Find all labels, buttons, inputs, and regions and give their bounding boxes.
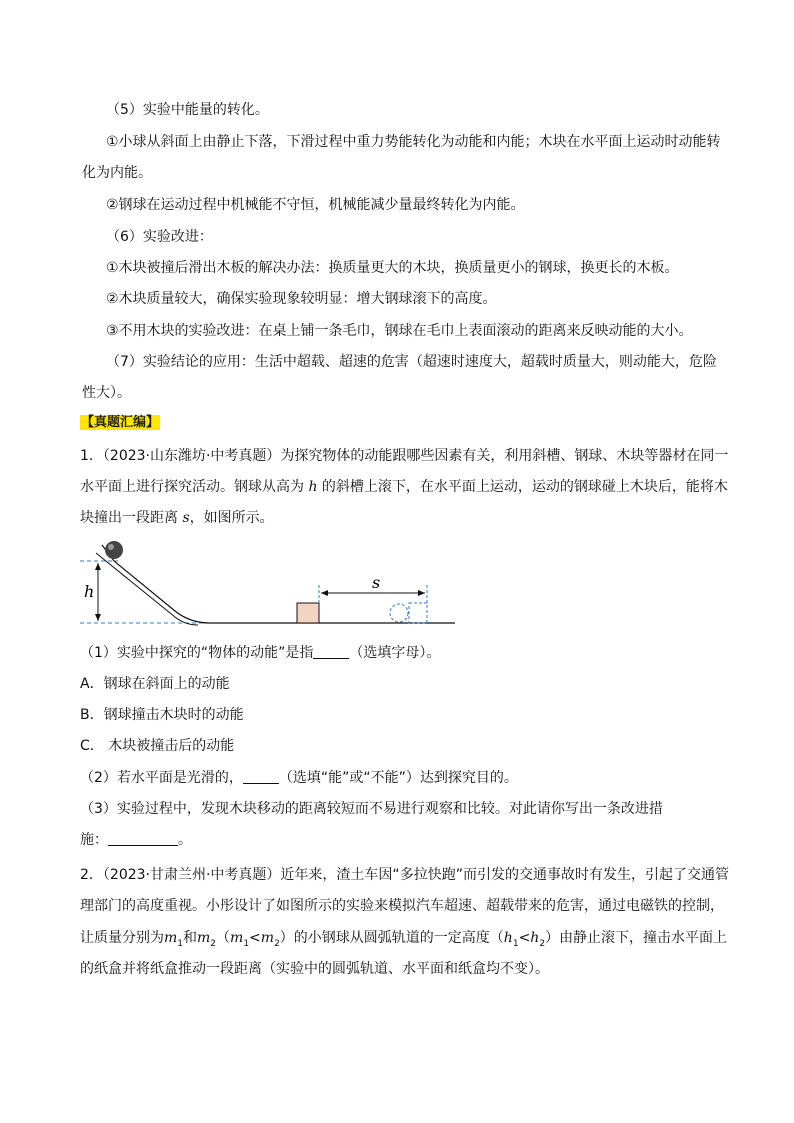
q2-and: 和 bbox=[183, 930, 198, 946]
answer-blank-1[interactable] bbox=[313, 644, 349, 659]
sub-1: 1 bbox=[512, 938, 519, 949]
q1-line2-b: 的斜槽上滚下，在水平面上运动，运动的钢球碰上木块后，能将木 bbox=[317, 479, 728, 495]
q1-option-b: B．钢球撞击木块时的动能 bbox=[80, 707, 244, 723]
q2-line2: 理部门的高度重视。小彤设计了如图所示的实验来模拟汽车超速、超载带来的危害，通过电磁铁的控制， bbox=[80, 898, 724, 914]
answer-blank-2[interactable] bbox=[243, 769, 279, 784]
var-m: m bbox=[197, 930, 211, 946]
moved-ball-ghost bbox=[390, 604, 408, 622]
q1-sub3-cont bbox=[80, 831, 192, 849]
s7-b: 性大）。 bbox=[82, 385, 131, 401]
q2-paren-open: （ bbox=[216, 930, 231, 946]
s6-p2: ②木块质量较大，确保实验现象较明显：增大钢球滚下的高度。 bbox=[106, 291, 497, 307]
q1-line3 bbox=[80, 509, 274, 527]
q1-sub1 bbox=[80, 644, 440, 662]
fig-s-label: s bbox=[372, 573, 381, 592]
q2-line3-b: 的小钢球从圆弧轨道的一定高度（ bbox=[293, 930, 504, 946]
q2-line3 bbox=[80, 929, 727, 953]
q1-option-a: A．钢球在斜面上的动能 bbox=[80, 676, 230, 692]
s6-p1: ①木块被撞后滑出木板的解决办法：换质量更大的木块，换质量更小的钢球，换更长的木板。 bbox=[106, 260, 679, 276]
s6-p3: ③不用木块的实验改进：在桌上铺一条毛巾，钢球在毛巾上表面滚动的距离来反映动能的大小。 bbox=[106, 323, 693, 339]
answer-blank-3[interactable] bbox=[108, 831, 178, 846]
q1-line3-b: ，如图所示。 bbox=[189, 510, 274, 526]
q2-line4: 的纸盒并将纸盒推动一段距离（实验中的圆弧轨道、水平面和纸盒均不变）。 bbox=[80, 961, 549, 977]
q1-sub3-c: 。 bbox=[178, 832, 192, 848]
s6-title: （6）实验改进： bbox=[106, 229, 213, 245]
s7-a: （7）实验结论的应用：生活中超载、超速的危害（超速时速度大，超载时质量大，则动能大，危险 bbox=[106, 354, 717, 370]
q1-line1: 1．（2023·山东潍坊·中考真题）为探究物体的动能跟哪些因素有关，利用斜槽、钢球、木块等器材在同一 bbox=[80, 448, 729, 464]
var-h: h bbox=[503, 930, 513, 946]
q1-sub2 bbox=[80, 769, 518, 787]
q1-sub3-b: 施： bbox=[80, 832, 108, 848]
var-m: m bbox=[230, 930, 244, 946]
var-s: s bbox=[182, 510, 190, 526]
q2-paren-close: ） bbox=[545, 930, 560, 946]
q2-lt: < bbox=[518, 930, 531, 946]
q1-sub1-a: （1）实验中探究的“物体的动能”是指 bbox=[80, 645, 314, 661]
section-header bbox=[80, 414, 160, 432]
q2-line1: 2．（2023·甘肃兰州·中考真题）近年来，渣土车因“多拉快跑”而引发的交通事故时有发生，引起了交通管 bbox=[80, 867, 729, 883]
s5-p2: ②钢球在运动过程中机械能不守恒，机械能减少量最终转化为内能。 bbox=[106, 197, 525, 213]
sub-1: 1 bbox=[243, 938, 250, 949]
sub-2: 2 bbox=[539, 938, 546, 949]
sub-2: 2 bbox=[274, 938, 280, 949]
s5-p1b: 化为内能。 bbox=[82, 165, 152, 181]
var-h: h bbox=[530, 930, 540, 946]
q1-sub2-b: （选填“能”或“不能”）达到探究目的。 bbox=[278, 770, 518, 786]
steel-ball bbox=[105, 541, 123, 559]
var-m: m bbox=[164, 930, 178, 946]
q2-line3-a: 让质量分别为 bbox=[80, 930, 164, 946]
q2-lt: < bbox=[249, 930, 261, 946]
s5-p1a: ①小球从斜面上由静止下落，下滑过程中重力势能转化为动能和内能；木块在水平面上运动时动能转 bbox=[106, 134, 721, 150]
q1-option-c: C． 木块被撞击后的动能 bbox=[80, 738, 235, 754]
q1-sub3: （3）实验过程中，发现木块移动的距离较短而不易进行观察和比较。对此请你写出一条改进措 bbox=[80, 801, 663, 817]
section-header-label: 【真题汇编】 bbox=[81, 415, 160, 430]
q1-line2 bbox=[80, 478, 728, 496]
q1-line3-a: 块撞出一段距离 bbox=[80, 510, 183, 526]
s5-title: （5）实验中能量的转化。 bbox=[106, 102, 269, 118]
sub-1: 1 bbox=[177, 938, 184, 949]
fig-h-label: h bbox=[84, 582, 95, 601]
incline-experiment-figure bbox=[80, 535, 460, 630]
var-h: h bbox=[308, 479, 318, 495]
sub-2: 2 bbox=[210, 938, 217, 949]
q1-sub2-a: （2）若水平面是光滑的， bbox=[80, 770, 243, 786]
var-m: m bbox=[260, 930, 275, 946]
q1-line2-a: 水平面上进行探究活动。钢球从高为 bbox=[80, 479, 309, 495]
q2-paren-close: ） bbox=[279, 930, 294, 946]
moved-block-ghost bbox=[409, 603, 427, 623]
q2-line3-c: 由静止滚下，撞击水平面上 bbox=[559, 930, 728, 946]
q1-sub1-b: （选填字母）。 bbox=[349, 645, 441, 661]
wood-block bbox=[297, 603, 319, 623]
